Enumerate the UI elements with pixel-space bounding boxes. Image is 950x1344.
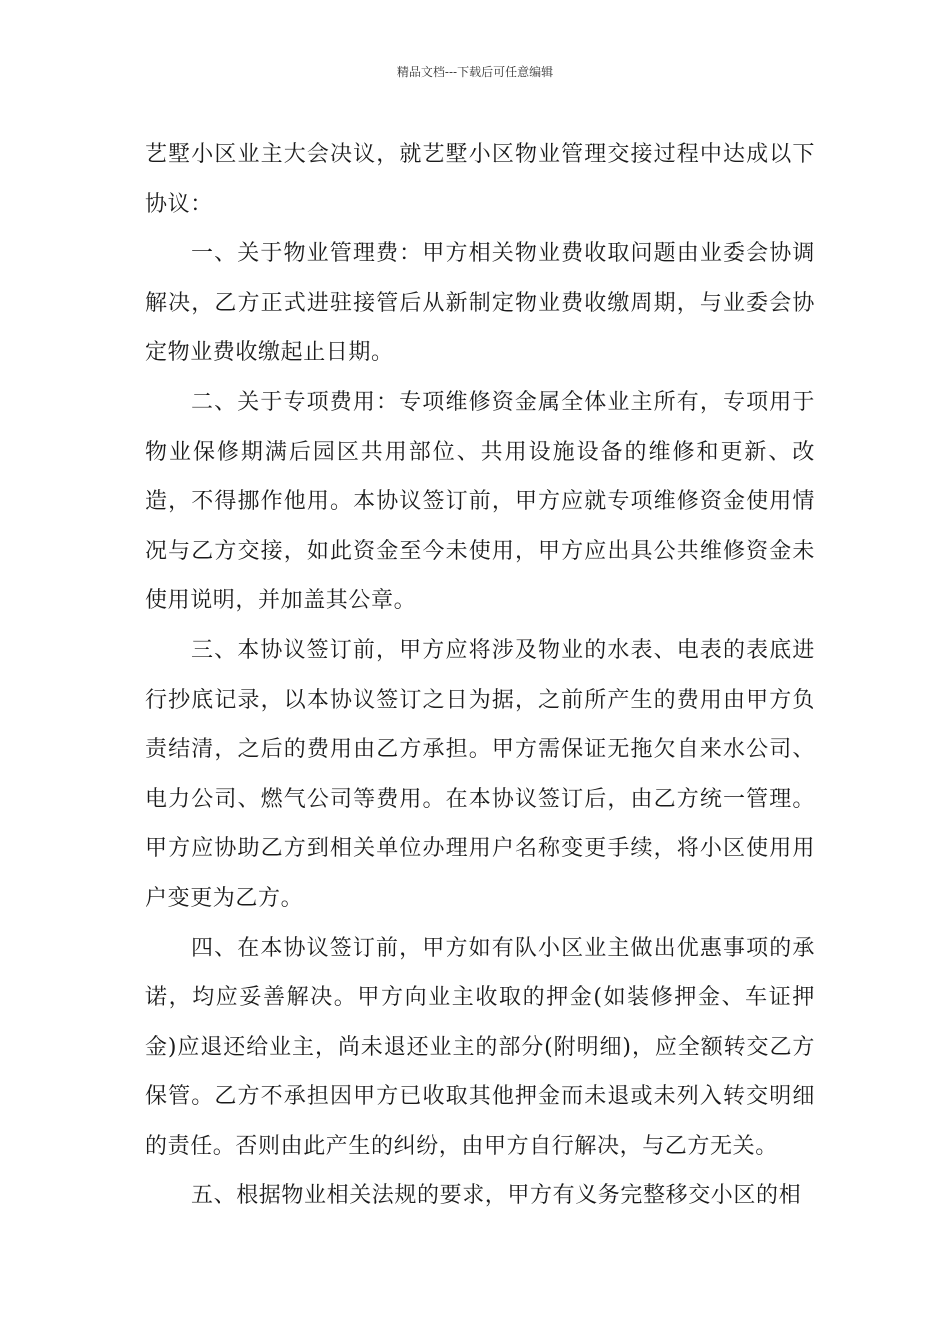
- paragraph-clause-1: 一、关于物业管理费：甲方相关物业费收取问题由业委会协调解决，乙方正式进驻接管后从新制定物业费收缴周期，与业委会协定物业费收缴起止日期。: [145, 241, 815, 366]
- paragraph-clause-3: 三、本协议签订前，甲方应将涉及物业的水表、电表的表底进行抄底记录，以本协议签订之日为据，之前所产生的费用由甲方负责结清，之后的费用由乙方承担。甲方需保证无拖欠自来水公司、电力公司、燃气公司等费用。在本协议签订后，由乙方统一管理。甲方应协助乙方到相关单位办理用户名称变更手续，将小区使用用户变更为乙方。: [145, 637, 815, 911]
- paragraph-clause-4: 四、在本协议签订前，甲方如有队小区业主做出优惠事项的承诺，均应妥善解决。甲方向业主收取的押金(如装修押金、车证押金)应退还给业主，尚未退还业主的部分(附明细)，应全额转交乙方保管。乙方不承担因甲方已收取其他押金而未退或未列入转交明细的责任。否则由此产生的纠纷，由甲方自行解决，与乙方无关。: [145, 935, 815, 1159]
- page-header: 精品文档---下载后可任意编辑: [396, 65, 554, 79]
- paragraph-clause-2: 二、关于专项费用：专项维修资金属全体业主所有，专项用于物业保修期满后园区共用部位、共用设施设备的维修和更新、改造，不得挪作他用。本协议签订前，甲方应就专项维修资金使用情况与乙方交接，如此资金至今未使用，甲方应出具公共维修资金未使用说明，并加盖其公章。: [145, 389, 815, 614]
- document-body: [145, 130, 815, 1221]
- paragraph-clause-5: 五、根据物业相关法规的要求，甲方有义务完整移交小区的相: [191, 1183, 802, 1209]
- paragraph-intro: 艺墅小区业主大会决议，就艺墅小区物业管理交接过程中达成以下协议：: [145, 142, 815, 217]
